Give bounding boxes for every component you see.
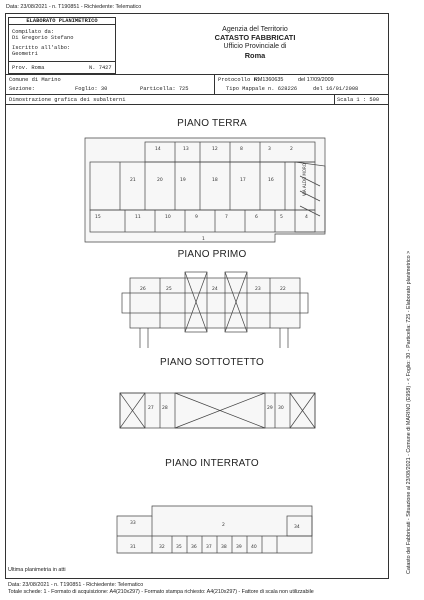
svg-text:9: 9 [195, 215, 198, 220]
info-divider [214, 74, 215, 94]
svg-text:38: 38 [221, 545, 227, 550]
svg-text:34: 34 [294, 525, 300, 530]
svg-text:21: 21 [130, 178, 136, 183]
info-top-line [6, 74, 388, 75]
svg-text:10: 10 [165, 215, 171, 220]
agency-line4: Roma [244, 50, 266, 60]
svg-text:11: 11 [135, 215, 141, 220]
scala: Scala 1 : 500 [337, 97, 380, 103]
svg-text:5: 5 [280, 215, 283, 220]
svg-text:30: 30 [278, 406, 284, 411]
svg-text:18: 18 [212, 178, 218, 183]
compiled-label: Compilato da: [12, 29, 55, 35]
svg-text:3: 3 [268, 147, 271, 152]
svg-text:22: 22 [280, 287, 286, 292]
box-title: ELABORATO PLANIMETRICO [9, 18, 115, 25]
svg-text:25: 25 [166, 287, 172, 292]
prov-label: Prov. Roma [12, 65, 45, 71]
demo-label: Dimostrazione grafica dei subalterni [9, 97, 126, 103]
svg-text:8: 8 [240, 147, 243, 152]
title-piano-terra: PIANO TERRA [177, 118, 247, 129]
footer-top-repeat: Data: 23/08/2021 - n. T190851 - Richiedente: Telematico [8, 582, 144, 588]
svg-text:33: 33 [130, 521, 136, 526]
mappale-date: del 16/01/2008 [313, 86, 359, 92]
plan-piano-terra [80, 136, 350, 246]
plan-piano-sottotetto [115, 385, 325, 445]
svg-text:12: 12 [212, 147, 218, 152]
svg-text:14: 14 [155, 147, 161, 152]
svg-text:1: 1 [202, 237, 205, 242]
scale-divider [334, 94, 335, 104]
protocollo-value: RM1360635 [254, 77, 284, 83]
svg-text:31: 31 [130, 545, 136, 550]
compiler-box [8, 17, 116, 74]
footer-last: Ultima planimetria in atti [8, 567, 66, 573]
svg-text:32: 32 [159, 545, 165, 550]
title-piano-primo: PIANO PRIMO [177, 249, 247, 260]
foglio: Foglio: 30 [75, 86, 108, 92]
svg-text:20: 20 [157, 178, 163, 183]
svg-text:29: 29 [267, 406, 273, 411]
svg-text:36: 36 [191, 545, 197, 550]
svg-text:4: 4 [305, 215, 308, 220]
tipo-mappale: Tipo Mappale n. 628226 [226, 86, 298, 92]
svg-text:2: 2 [222, 523, 225, 528]
registered-value: Geometri [12, 51, 38, 57]
info-mid-line [6, 94, 388, 95]
svg-text:35: 35 [176, 545, 182, 550]
svg-text:13: 13 [183, 147, 189, 152]
svg-text:17: 17 [240, 178, 246, 183]
compiled-name: Di Gregorio Stefano [12, 35, 74, 41]
sezione: Sezione: [9, 86, 35, 92]
title-piano-sottotetto: PIANO SOTTOTETTO [160, 357, 264, 368]
particella: Particella: 725 [140, 86, 189, 92]
svg-text:6: 6 [255, 215, 258, 220]
agency-block [200, 26, 310, 61]
comune: Comune di Marino [9, 77, 61, 83]
side-text: Catasto dei Fabbricati - Situazione al 23/08/2021 - Comune di MARINO (E958) - < Foglio: 30 - Particella: 725 - Elaborato planimetrico > [406, 250, 412, 574]
agency-line1: Agenzia del Territorio [222, 26, 288, 33]
agency-line3: Ufficio Provinciale di [223, 43, 287, 51]
street-label: VIA ALDO MORO [302, 163, 307, 196]
svg-text:16: 16 [268, 178, 274, 183]
register-number: N. 7427 [89, 65, 112, 71]
protocollo-label: Protocollo n. [218, 77, 261, 83]
svg-text:39: 39 [236, 545, 242, 550]
agency-line2: CATASTO FABBRICATI [214, 33, 296, 43]
svg-text:19: 19 [180, 178, 186, 183]
title-piano-interrato: PIANO INTERRATO [165, 458, 259, 469]
svg-text:28: 28 [162, 406, 168, 411]
plan-piano-interrato [112, 498, 327, 560]
svg-text:40: 40 [251, 545, 257, 550]
registered-label: Iscritto all'albo: [12, 45, 71, 51]
footer-summary: Totale schede: 1 - Formato di acquisizione: A4(210x297) - Formato stampa richiesto: A4(210x297) - Fattore di scala non utilizzabile [8, 589, 314, 595]
svg-text:24: 24 [212, 287, 218, 292]
svg-text:2: 2 [290, 147, 293, 152]
svg-text:27: 27 [148, 406, 154, 411]
svg-text:23: 23 [255, 287, 261, 292]
box-divider [9, 61, 115, 62]
svg-text:26: 26 [140, 287, 146, 292]
protocollo-date: del 17/09/2009 [298, 77, 334, 83]
svg-text:7: 7 [225, 215, 228, 220]
svg-text:37: 37 [206, 545, 212, 550]
top-header: Data: 23/08/2021 - n. T190851 - Richiedente: Telematico [6, 4, 142, 10]
info-bottom-line [6, 104, 388, 105]
plan-piano-primo [120, 268, 310, 353]
svg-text:15: 15 [95, 215, 101, 220]
